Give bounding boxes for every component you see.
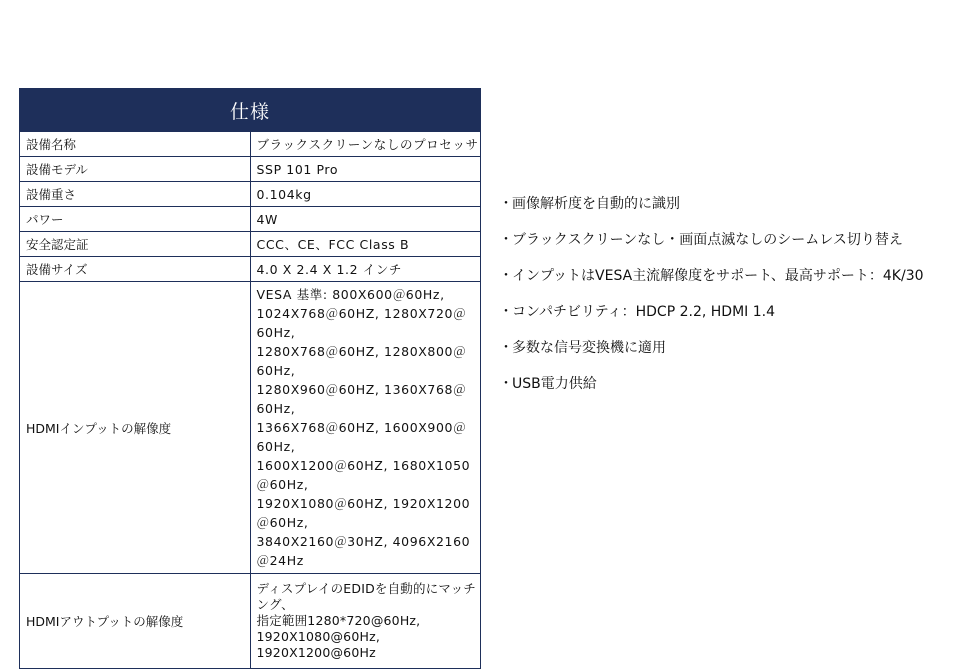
bullet-icon: ・ [499, 268, 513, 284]
spec-label-device-name: 設備名称 [20, 132, 251, 157]
table-row [20, 207, 481, 232]
list-item [499, 192, 924, 228]
list-item [499, 372, 924, 408]
list-item [499, 228, 924, 264]
list-item [499, 264, 924, 300]
feature-text: ブラックスクリーンなし・画面点滅なしのシームレス切り替え [512, 232, 903, 248]
spec-value-size: 4.0 X 2.4 X 1.2 インチ [250, 257, 481, 282]
spec-label-certification: 安全認定証 [20, 232, 251, 257]
bullet-icon: ・ [499, 376, 513, 392]
table-row [20, 232, 481, 257]
feature-text: インプットはVESA主流解像度をサポート、最高サポート：4K/30 [512, 268, 924, 284]
feature-list [499, 192, 924, 408]
table-row [20, 157, 481, 182]
spec-value-hdmi-input: VESA 基準: 800X600＠60Hz, 1024X768＠60HZ, 1280X720＠60Hz, 1280X768＠60HZ, 1280X800＠60Hz, 1280X960＠60HZ, 1360X768＠60Hz, 1366X768＠60HZ, 1600X900＠60Hz, 1600X1200＠60HZ, 1680X1050＠60Hz, 1920X1080＠60HZ, 1920X1200＠60Hz, 3840X2160＠30HZ, 4096X2160＠24Hz [250, 282, 481, 574]
spec-value-certification: CCC、CE、FCC Class B [250, 232, 481, 257]
bullet-icon: ・ [499, 340, 513, 356]
spec-label-size: 設備サイズ [20, 257, 251, 282]
table-row [20, 257, 481, 282]
bullet-icon: ・ [499, 196, 513, 212]
feature-text: 画像解析度を自動的に識別 [512, 196, 680, 212]
spec-table [19, 88, 481, 669]
spec-value-power: 4W [250, 207, 481, 232]
spec-title: 仕様 [20, 89, 481, 132]
spec-value-hdmi-output: ディスプレイのEDIDを自動的にマッチング、 指定範囲1280*720@60Hz, 1920X1080@60Hz, 1920X1200@60Hz [250, 574, 481, 669]
spec-value-weight: 0.104kg [250, 182, 481, 207]
feature-text: 多数な信号変換機に適用 [512, 340, 666, 356]
list-item [499, 336, 924, 372]
spec-label-weight: 設備重さ [20, 182, 251, 207]
table-row [20, 574, 481, 669]
spec-value-model: SSP 101 Pro [250, 157, 481, 182]
spec-label-model: 設備モデル [20, 157, 251, 182]
bullet-icon: ・ [499, 304, 513, 320]
bullet-icon: ・ [499, 232, 513, 248]
feature-text: USB電力供給 [512, 376, 597, 392]
spec-value-device-name: ブラックスクリーンなしのプロセッサ [250, 132, 481, 157]
table-row [20, 132, 481, 157]
table-row [20, 282, 481, 574]
table-row [20, 182, 481, 207]
spec-label-power: パワー [20, 207, 251, 232]
list-item [499, 300, 924, 336]
spec-label-hdmi-input: HDMIインプットの解像度 [20, 282, 251, 574]
spec-label-hdmi-output: HDMIアウトプットの解像度 [20, 574, 251, 669]
feature-text: コンパチビリティ：HDCP 2.2, HDMI 1.4 [512, 304, 775, 320]
